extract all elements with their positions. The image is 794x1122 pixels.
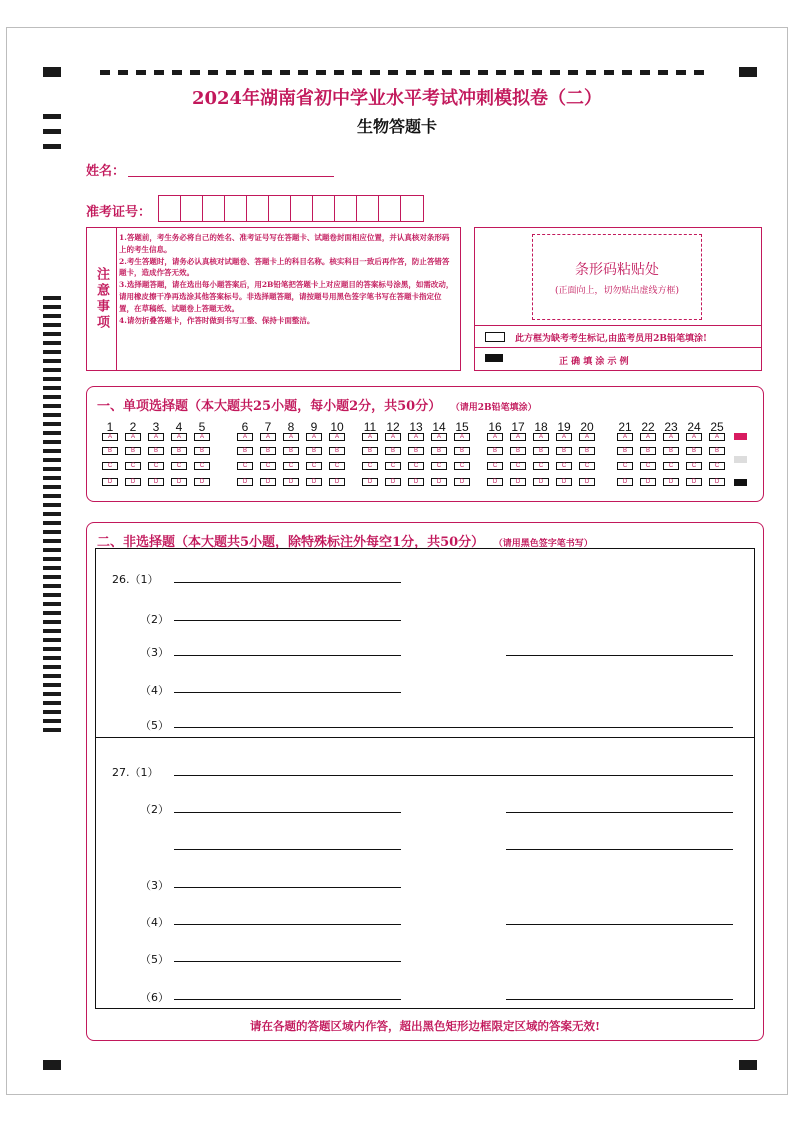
answer-bubble-a[interactable]: A — [617, 433, 633, 441]
choice-section-heading — [97, 395, 537, 414]
barcode-hint: (正面向上，切勿贴出虚线方框) — [554, 286, 680, 296]
q26-part2-label: （2） — [140, 613, 169, 626]
answer-bubble-d[interactable]: D — [510, 478, 526, 486]
answer-bubble-a[interactable]: A — [283, 433, 299, 441]
answer-bubble-c[interactable]: C — [306, 462, 322, 470]
answer-bubble-d[interactable]: D — [431, 478, 447, 486]
answer-line[interactable] — [174, 775, 733, 776]
answer-bubble-a[interactable]: A — [306, 433, 322, 441]
exam-id-digit-box[interactable] — [401, 196, 423, 221]
answer-bubble-b[interactable]: B — [431, 447, 447, 455]
notice-item: 4.请勿折叠答题卡，作答时做到书写工整、保持卡面整洁。 — [119, 315, 315, 325]
question-number: 22 — [641, 420, 655, 434]
answer-line[interactable] — [174, 812, 401, 813]
question-number: 23 — [664, 420, 678, 434]
choice-section — [86, 386, 764, 502]
footer-warning: 请在各题的答题区域内作答，超出黑色矩形边框限定区域的答案无效! — [249, 1019, 601, 1033]
q26-part4-label: （4） — [140, 684, 169, 697]
answer-line[interactable] — [506, 849, 733, 850]
answer-bubble-a[interactable]: A — [709, 433, 725, 441]
correct-fill-label: 正 确 填 涂 示 例 — [559, 357, 629, 367]
answer-bubble-c[interactable]: C — [408, 462, 424, 470]
name-field[interactable] — [128, 176, 334, 177]
answer-bubble-a[interactable]: A — [510, 433, 526, 441]
q27-part1-label: 27.（1） — [112, 766, 159, 779]
question-number: 11 — [363, 420, 377, 434]
timing-marks-top — [100, 70, 704, 75]
question-number: 16 — [488, 420, 502, 434]
answer-bubble-b[interactable]: B — [408, 447, 424, 455]
choice-section-title: 一、单项选择题（本大题共25小题，每小题2分，共50分） — [97, 399, 442, 414]
answer-bubble-b[interactable]: B — [454, 447, 470, 455]
notice-panel — [86, 227, 461, 371]
answer-bubble-a[interactable]: A — [171, 433, 187, 441]
answer-bubble-a[interactable]: A — [125, 433, 141, 441]
answer-bubble-b[interactable]: B — [102, 447, 118, 455]
question-number: 1 — [106, 420, 114, 434]
barcode-paste-area — [532, 234, 702, 320]
exam-id-digit-box[interactable] — [335, 196, 357, 221]
exam-title: 2024年湖南省初中学业水平考试冲刺模拟卷（二） — [191, 88, 603, 109]
answer-bubble-b[interactable]: B — [487, 447, 503, 455]
question-number: 8 — [287, 420, 295, 434]
q26-part5-label: （5） — [140, 719, 169, 732]
q27-part5-label: （5） — [140, 953, 169, 966]
question-number: 2 — [129, 420, 137, 434]
answer-bubble-c[interactable]: C — [171, 462, 187, 470]
answer-line[interactable] — [174, 999, 401, 1000]
answer-bubble-b[interactable]: B — [533, 447, 549, 455]
answer-bubble-d[interactable]: D — [125, 478, 141, 486]
answer-bubble-a[interactable]: A — [385, 433, 401, 441]
answer-bubble-b[interactable]: B — [686, 447, 702, 455]
notice-side-label: 注意事项 — [87, 228, 117, 370]
answer-bubble-c[interactable]: C — [454, 462, 470, 470]
answer-line[interactable] — [506, 655, 733, 656]
barcode-panel — [474, 227, 762, 371]
corner-mark-bottom-right — [739, 1060, 757, 1070]
question-number: 12 — [386, 420, 400, 434]
answer-bubble-d[interactable]: D — [171, 478, 187, 486]
question-number: 6 — [241, 420, 249, 434]
answer-bubble-a[interactable]: A — [408, 433, 424, 441]
answer-bubble-b[interactable]: B — [510, 447, 526, 455]
answer-bubble-d[interactable]: D — [306, 478, 322, 486]
answer-bubble-b[interactable]: B — [663, 447, 679, 455]
answer-bubble-c[interactable]: C — [260, 462, 276, 470]
answer-bubble-a[interactable]: A — [102, 433, 118, 441]
q27-part2-label: （2） — [140, 803, 169, 816]
answer-bubble-b[interactable]: B — [556, 447, 572, 455]
answer-bubble-c[interactable]: C — [194, 462, 210, 470]
answer-bubble-d[interactable]: D — [260, 478, 276, 486]
answer-bubble-c[interactable]: C — [237, 462, 253, 470]
answer-bubble-d[interactable]: D — [640, 478, 656, 486]
question-number: 5 — [198, 420, 206, 434]
notice-items — [119, 232, 456, 326]
answer-bubble-c[interactable]: C — [709, 462, 725, 470]
color-reference-swatch — [734, 433, 747, 440]
answer-bubble-b[interactable]: B — [283, 447, 299, 455]
answer-bubble-c[interactable]: C — [125, 462, 141, 470]
answer-bubble-d[interactable]: D — [663, 478, 679, 486]
q26-part3-label: （3） — [140, 646, 169, 659]
answer-bubble-d[interactable]: D — [617, 478, 633, 486]
answer-line[interactable] — [506, 924, 733, 925]
question-number: 21 — [618, 420, 632, 434]
timing-marks-left — [43, 296, 61, 732]
question-number: 18 — [534, 420, 548, 434]
answer-bubble-b[interactable]: B — [362, 447, 378, 455]
question-number: 7 — [264, 420, 272, 434]
answer-line[interactable] — [506, 999, 733, 1000]
answer-bubble-c[interactable]: C — [579, 462, 595, 470]
answer-box — [95, 548, 755, 1009]
answer-bubble-b[interactable]: B — [171, 447, 187, 455]
answer-bubble-a[interactable]: A — [533, 433, 549, 441]
answer-bubble-c[interactable]: C — [556, 462, 572, 470]
corner-mark-bottom-left — [43, 1060, 61, 1070]
absent-checkbox[interactable] — [485, 332, 505, 342]
answer-bubble-c[interactable]: C — [329, 462, 345, 470]
exam-id-digit-box[interactable] — [269, 196, 291, 221]
answer-bubble-a[interactable]: A — [454, 433, 470, 441]
answer-bubble-c[interactable]: C — [283, 462, 299, 470]
color-reference-swatch — [734, 456, 747, 463]
answer-bubble-d[interactable]: D — [237, 478, 253, 486]
answer-bubble-b[interactable]: B — [306, 447, 322, 455]
question-number: 4 — [175, 420, 183, 434]
corner-mark-top-right — [739, 67, 757, 77]
exam-id-label: 准考证号： — [86, 205, 152, 220]
notice-item: 1.答题前，考生务必将自己的姓名、准考证号写在答题卡、试题卷封面相应位置，并认真核对条形码上的考生信息。 — [119, 233, 450, 254]
notice-item: 3.选择题答题，请在选出每小题答案后，用2B铅笔把答题卡上对应题目的答案标号涂黑，如需改动，请用橡皮擦干净再选涂其他答案标号。非选择题答题，请按题号用黑色签字笔书写在答题卡指定位置，在草稿纸、试题卷上答题无效。 — [119, 280, 454, 313]
answer-bubble-a[interactable]: A — [556, 433, 572, 441]
answer-bubble-a[interactable]: A — [640, 433, 656, 441]
answer-bubble-d[interactable]: D — [283, 478, 299, 486]
answer-bubble-c[interactable]: C — [663, 462, 679, 470]
answer-bubble-d[interactable]: D — [686, 478, 702, 486]
name-label: 姓名： — [86, 164, 126, 179]
question-number: 24 — [687, 420, 701, 434]
question-divider — [96, 737, 754, 738]
answer-bubble-d[interactable]: D — [102, 478, 118, 486]
correct-fill-row — [475, 348, 761, 370]
exam-id-digit-box[interactable] — [181, 196, 203, 221]
question-number: 13 — [409, 420, 423, 434]
answer-bubble-b[interactable]: B — [617, 447, 633, 455]
absent-note: 此方框为缺考考生标记,由监考员用2B铅笔填涂! — [515, 334, 707, 344]
exam-id-digit-box[interactable] — [225, 196, 247, 221]
answer-bubble-c[interactable]: C — [686, 462, 702, 470]
answer-bubble-c[interactable]: C — [487, 462, 503, 470]
question-number: 9 — [310, 420, 318, 434]
answer-bubble-d[interactable]: D — [148, 478, 164, 486]
answer-bubble-a[interactable]: A — [194, 433, 210, 441]
answer-bubble-a[interactable]: A — [431, 433, 447, 441]
written-section-note: （请用黑色签字笔书写） — [498, 539, 593, 549]
answer-bubble-b[interactable]: B — [148, 447, 164, 455]
answer-bubble-c[interactable]: C — [148, 462, 164, 470]
answer-bubble-a[interactable]: A — [329, 433, 345, 441]
answer-bubble-d[interactable]: D — [385, 478, 401, 486]
answer-bubble-b[interactable]: B — [385, 447, 401, 455]
exam-id-digit-box[interactable] — [159, 196, 181, 221]
answer-bubble-a[interactable]: A — [663, 433, 679, 441]
q27-part6-label: （6） — [140, 991, 169, 1004]
absent-mark-row — [475, 325, 761, 348]
answer-bubble-b[interactable]: B — [709, 447, 725, 455]
answer-bubble-c[interactable]: C — [362, 462, 378, 470]
answer-bubble-b[interactable]: B — [260, 447, 276, 455]
answer-bubble-b[interactable]: B — [640, 447, 656, 455]
answer-bubble-d[interactable]: D — [194, 478, 210, 486]
answer-bubble-b[interactable]: B — [237, 447, 253, 455]
correct-fill-sample — [485, 354, 503, 362]
answer-bubble-c[interactable]: C — [385, 462, 401, 470]
q27-part3-label: （3） — [140, 879, 169, 892]
choice-section-note: （请用2B铅笔填涂） — [455, 403, 537, 413]
answer-bubble-a[interactable]: A — [260, 433, 276, 441]
side-mark — [43, 144, 61, 149]
exam-id-boxes[interactable] — [158, 195, 424, 222]
answer-line[interactable] — [174, 655, 401, 656]
exam-id-digit-box[interactable] — [313, 196, 335, 221]
answer-line[interactable] — [174, 887, 401, 888]
color-reference-swatch — [734, 479, 747, 486]
answer-bubble-c[interactable]: C — [510, 462, 526, 470]
answer-bubble-c[interactable]: C — [431, 462, 447, 470]
answer-bubble-a[interactable]: A — [686, 433, 702, 441]
exam-id-digit-box[interactable] — [291, 196, 313, 221]
answer-bubble-d[interactable]: D — [533, 478, 549, 486]
q26-part1-label: 26.（1） — [112, 573, 159, 586]
exam-id-digit-box[interactable] — [247, 196, 269, 221]
answer-line[interactable] — [174, 924, 401, 925]
answer-line[interactable] — [174, 582, 401, 583]
card-subtitle: 生物答题卡 — [356, 117, 437, 136]
answer-bubble-a[interactable]: A — [237, 433, 253, 441]
notice-item: 2.考生答题时，请务必认真核对试题卷、答题卡上的科目名称。核实科目一致后再作答，防止答错答题卡，造成作答无效。 — [119, 256, 450, 278]
question-number: 3 — [152, 420, 160, 434]
question-number: 20 — [580, 420, 594, 434]
barcode-title: 条形码粘贴处 — [575, 262, 659, 278]
answer-bubble-a[interactable]: A — [487, 433, 503, 441]
answer-bubble-d[interactable]: D — [362, 478, 378, 486]
answer-bubble-d[interactable]: D — [454, 478, 470, 486]
question-number: 10 — [330, 420, 344, 434]
answer-bubble-b[interactable]: B — [329, 447, 345, 455]
answer-line[interactable] — [174, 727, 733, 728]
answer-bubble-b[interactable]: B — [194, 447, 210, 455]
question-number: 19 — [557, 420, 571, 434]
question-number: 17 — [511, 420, 525, 434]
answer-bubble-d[interactable]: D — [408, 478, 424, 486]
written-section-title: 二、非选择题（本大题共5小题，除特殊标注外每空1分，共50分） — [97, 535, 485, 550]
answer-line[interactable] — [174, 849, 401, 850]
answer-line[interactable] — [174, 620, 401, 621]
exam-id-digit-box[interactable] — [379, 196, 401, 221]
answer-bubble-d[interactable]: D — [487, 478, 503, 486]
answer-bubble-d[interactable]: D — [709, 478, 725, 486]
answer-bubble-c[interactable]: C — [533, 462, 549, 470]
answer-bubble-a[interactable]: A — [362, 433, 378, 441]
question-number: 25 — [710, 420, 724, 434]
corner-mark-top-left — [43, 67, 61, 77]
exam-id-digit-box[interactable] — [203, 196, 225, 221]
q27-part4-label: （4） — [140, 916, 169, 929]
exam-id-digit-box[interactable] — [357, 196, 379, 221]
question-number: 15 — [455, 420, 469, 434]
answer-bubble-b[interactable]: B — [579, 447, 595, 455]
answer-bubble-c[interactable]: C — [640, 462, 656, 470]
answer-bubble-c[interactable]: C — [102, 462, 118, 470]
answer-bubble-d[interactable]: D — [329, 478, 345, 486]
answer-bubble-a[interactable]: A — [148, 433, 164, 441]
answer-line[interactable] — [174, 692, 401, 693]
answer-line[interactable] — [506, 812, 733, 813]
answer-line[interactable] — [174, 961, 401, 962]
answer-bubble-c[interactable]: C — [617, 462, 633, 470]
answer-bubble-a[interactable]: A — [579, 433, 595, 441]
answer-bubble-d[interactable]: D — [556, 478, 572, 486]
answer-bubble-d[interactable]: D — [579, 478, 595, 486]
question-number: 14 — [432, 420, 446, 434]
answer-bubble-b[interactable]: B — [125, 447, 141, 455]
